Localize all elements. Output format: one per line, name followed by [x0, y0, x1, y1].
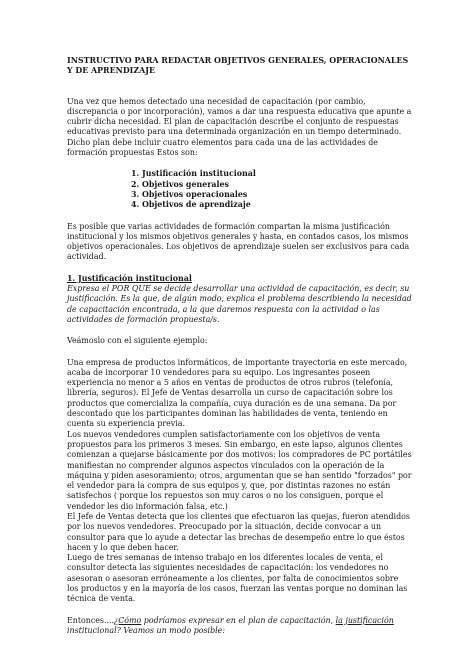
- question-middle: podríamos expresar en el plan de capacitación,: [141, 615, 336, 625]
- example-paragraph: El Jefe de Ventas detecta que los clientes que efectuaron las quejas, fueron atendidos por los nuevos vendedores. Preocupado por la situación, decide convocar a un consultor para que lo ayude a detectar las brechas de desempeño entre lo que éstos hacen y lo que deben hacer.: [67, 511, 410, 552]
- closing-question: [67, 616, 412, 637]
- example-intro: Veámoslo con el siguiente ejemplo:: [67, 336, 208, 346]
- elements-list: [131, 169, 412, 210]
- example-paragraph: Luego de tres semanas de intenso trabajo en los diferentes locales de venta, el consultor detecta las siguientes necesidades de capacitación: los vendedores no asesoran o asesoran erróneamente a los clientes, por falta de conocimientos sobre los productos y en la mayoría de los casos, fuerzan las ventas porque no dominan las técnica de venta.: [67, 553, 408, 604]
- list-item: 3. Objetivos operacionales: [131, 189, 248, 199]
- shared-objectives-paragraph: Es posible que varias actividades de formación compartan la misma justificación institucional y los mismos objetivos generales y hasta, en contados casos, los mismos objetivos operacionales. Los objetivos de aprendizaje suelen ser exclusivos para cada actividad.: [67, 221, 410, 262]
- document-page: [67, 56, 412, 636]
- list-item: 4. Objetivos de aprendizaje: [131, 200, 251, 210]
- section-heading: 1. Justificación institucional: [67, 273, 192, 283]
- question-end: institucional? Veamos un modo posible:: [67, 625, 225, 635]
- list-item: 2. Objetivos generales: [131, 179, 229, 189]
- section-description: Expresa el POR QUE se decide desarrollar una actividad de capacitación, es decir, su justificación. Es la que, de algún modo, explica el problema describiendo la necesidad de capacitación encontrada, a la que daremos respuesta con la actividad o las actividades de formación propuesta/s.: [67, 284, 412, 324]
- example-paragraph: Una empresa de productos informáticos, de importante trayectoria en este mercado, acaba de incorporar 10 vendedores para su equipo. Los ingresantes poseen experiencia no menor a 5 años en ventas de productos de otros rubros (telefonía, librería, seguros). El Jefe de Ventas desarrolla un curso de capacitación sobre los productos que comercializa la compañía, cuya duración es de una semana. Da por descontado que los participantes dominan las habilidades de venta, teniendo en cuenta su experiencia previa.: [67, 357, 408, 429]
- example-paragraph: Los nuevos vendedores cumplen satisfactoriamente con los objetivos de venta propuestos para los primeros 3 meses. Sin embargo, en este lapso, algunos clientes comienzan a quejarse básicamente por dos motivos: los compradores de PC portátiles manifiestan no comprender algunos aspectos vinculados con la operación de la máquina y piden asesoramiento; otros, argumentan que se han sentido "forzados" por el vendedor para la compra de sus equipos y, que, por distintas razones no están satisfechos ( porque los repuestos son muy caros o no los consiguen, porque el vendedor les dio información falsa, etc.): [67, 429, 412, 511]
- document-title: INSTRUCTIVO PARA REDACTAR OBJETIVOS GENERALES, OPERACIONALES Y DE APRENDIZAJE: [67, 56, 409, 76]
- question-prefix: Entonces....: [67, 615, 115, 625]
- question-underlined-start: ¿Cómo: [114, 615, 142, 625]
- list-item: 1. Justificación institucional: [131, 169, 256, 179]
- question-underlined-term: la justificación: [335, 615, 394, 625]
- intro-paragraph: Una vez que hemos detectado una necesidad de capacitación (por cambio, discrepancia o por incorporación), vamos a dar una respuesta educativa que apunte a cubrir dicha necesidad. El plan de capacitación describe el conjunto de respuestas educativas previsto para una determinada organización en un tiempo determinado. Dicho plan debe incluir cuatro elementos para cada una de las actividades de formación propuestas Estos son:: [67, 96, 412, 158]
